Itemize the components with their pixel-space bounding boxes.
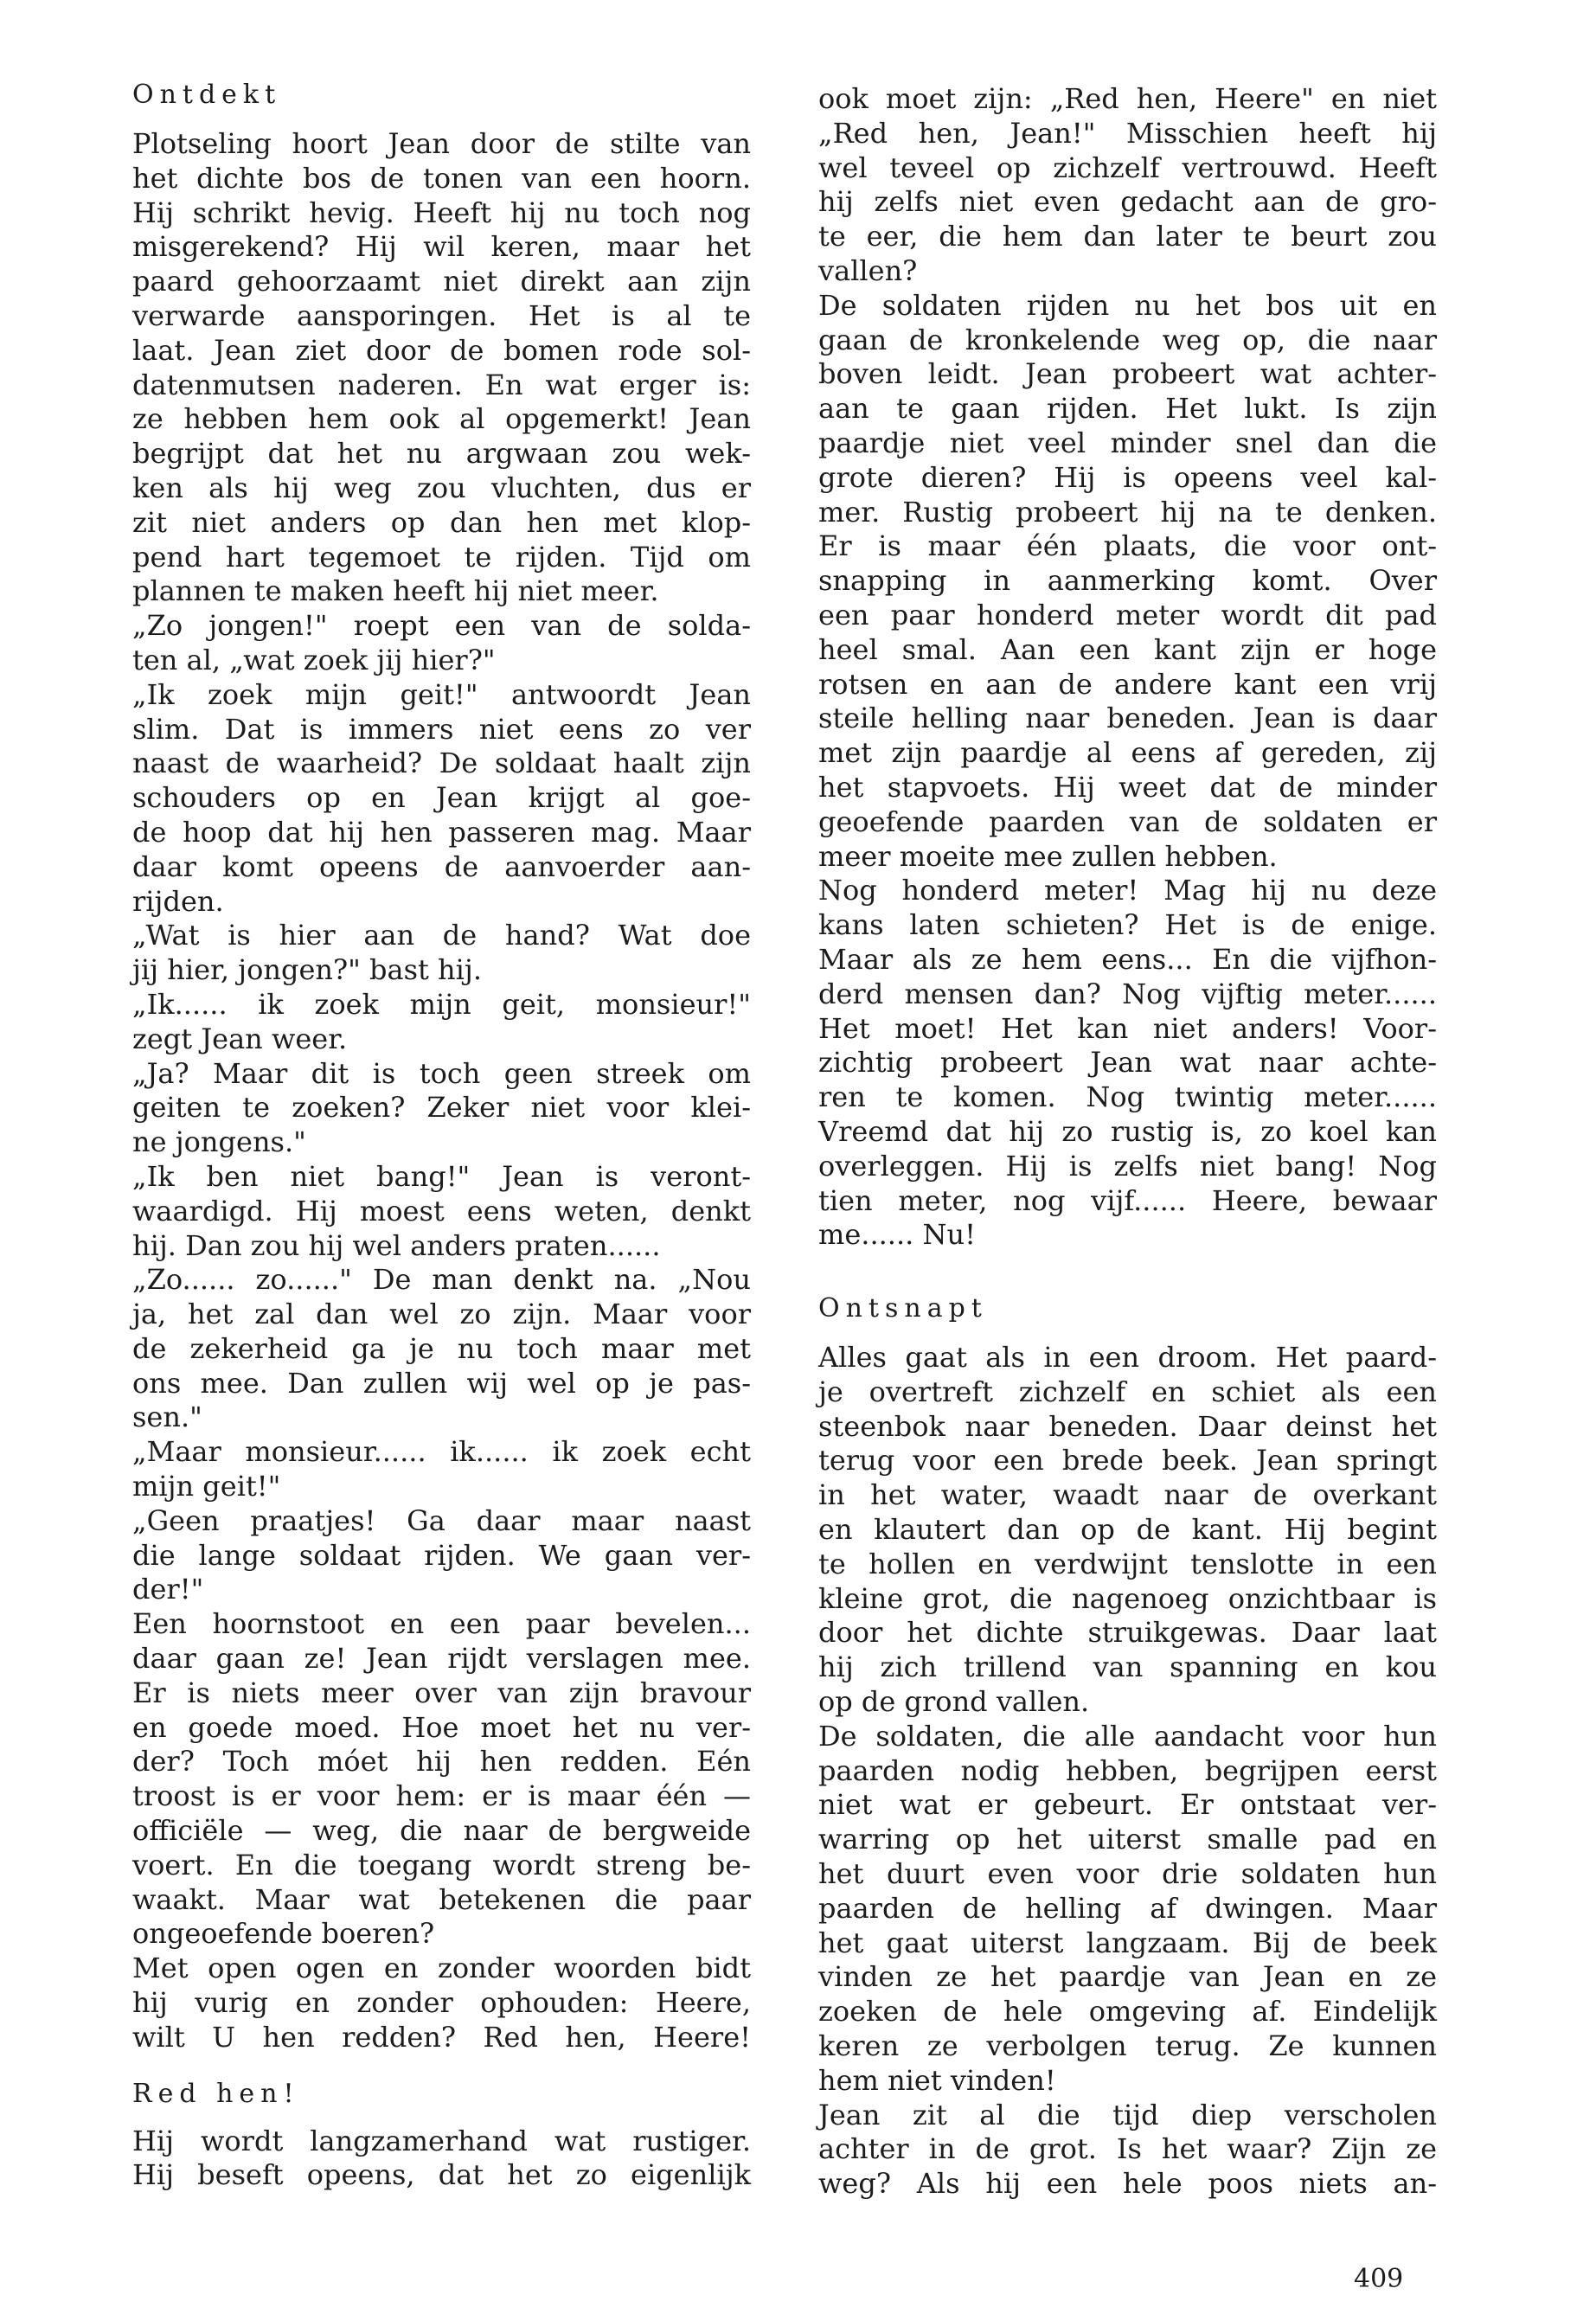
text-line: Er is niets meer over van zijn bravour [132,1676,751,1709]
text-line: kleine grot, die nagenoeg onzichtbaar is [818,1581,1437,1615]
text-line: Met open ogen en zonder woorden bidt [132,1952,751,1985]
text-line: laat. Jean ziet door de bomen rode sol- [132,333,751,367]
text-line: geiten te zoeken? Zeker niet voor klei- [132,1091,751,1125]
text-line: voert. En die toegang wordt streng be- [132,1848,751,1881]
text-line: het dichte bos de tonen van een hoorn. [132,161,751,195]
text-line: hij. Dan zou hij wel anders praten...... [132,1228,661,1262]
text-line: „Geen praatjes! Ga daar maar naast [132,1503,751,1537]
text-line: ken als hij weg zou vluchten, dus er [132,471,751,504]
text-line: in het water, waadt naar de overkant [818,1478,1437,1512]
text-line: en goede moed. Hoe moet het nu ver- [132,1710,751,1744]
text-line: naast de waarheid? De soldaat haalt zijn [132,747,751,780]
text-line: Hij schrikt hevig. Heeft hij nu toch nog [132,195,751,229]
section-heading: Red hen! [132,2078,300,2109]
text-line: troost is er voor hem: er is maar één — [132,1779,751,1813]
text-line: Hij wordt langzamerhand wat rustiger. [132,2124,751,2157]
text-line: ongeoefende boeren? [132,1917,435,1951]
text-line: hij zelfs niet even gedacht aan de gro- [818,185,1437,219]
text-line: daar komt opeens de aanvoerder aan- [132,849,751,883]
text-line: ten al, „wat zoek jij hier?" [132,643,496,676]
text-line: hij vurig en zonder ophouden: Heere, [132,1986,751,2020]
text-line: „Ja? Maar dit is toch geen streek om [132,1056,751,1090]
text-line: door het dichte struikgewas. Daar laat [818,1616,1437,1650]
text-line: zit niet anders op dan hen met klop- [132,505,751,539]
text-line: het gaat uiterst langzaam. Bij de beek [818,1926,1437,1959]
text-line: meer moeite mee zullen hebben. [818,839,1278,873]
text-line: Hij beseft opeens, dat het zo eigenlijk [132,2158,751,2192]
text-line: officiële — weg, die naar de bergweide [132,1814,751,1848]
text-line: overleggen. Hij is zelfs niet bang! Nog [818,1149,1437,1183]
text-line: derd mensen dan? Nog vijftig meter...... [818,977,1437,1010]
text-line: te eer, die hem dan later te beurt zou [818,220,1437,253]
text-line: zegt Jean weer. [132,1022,348,1055]
text-line: de hoop dat hij hen passeren mag. Maar [132,815,751,849]
text-line: me...... Nu! [818,1218,976,1252]
text-line: snapping in aanmerking komt. Over [818,564,1437,598]
text-line: met zijn paardje al eens af gereden, zij [818,736,1437,770]
text-line: paard gehoorzaamt niet direkt aan zijn [132,265,751,298]
text-line: sen." [132,1400,202,1434]
text-line: paardje niet veel minder snel dan die [818,426,1437,459]
text-line: „Ik...... ik zoek mijn geit, monsieur!" [132,987,751,1021]
text-line: terug voor een brede beek. Jean springt [818,1444,1437,1477]
text-line: achter in de grot. Is het waar? Zijn ze [818,2132,1437,2166]
text-line: slim. Dat is immers niet eens zo ver [132,712,751,746]
text-line: schouders op en Jean krijgt al goe- [132,781,751,815]
text-line: te hollen en verdwijnt tenslotte in een [818,1547,1437,1580]
text-line: „Zo jongen!" roept een van de solda- [132,609,751,643]
text-line: geoefende paarden van de soldaten er [818,804,1437,838]
text-line: Alles gaat als in een droom. Het paard- [818,1341,1437,1375]
text-line: verwarde aansporingen. Het is al te [132,298,751,332]
text-line: begrijpt dat het nu argwaan zou wek- [132,437,751,471]
text-line: hij zich trillend van spanning en kou [818,1650,1437,1684]
text-line: hem niet vinden! [818,2063,1056,2097]
text-line: „Maar monsieur...... ik...... ik zoek echt [132,1435,751,1469]
text-line: datenmutsen naderen. En wat erger is: [132,368,751,401]
page-number: 409 [1354,2264,1404,2294]
text-line: pend hart tegemoet te rijden. Tijd om [132,540,751,574]
text-line: je overtreft zichzelf en schiet als een [818,1375,1437,1408]
text-line: die lange soldaat rijden. We gaan ver- [132,1538,751,1572]
text-line: paarden de helling af dwingen. Maar [818,1891,1437,1925]
text-line: ze hebben hem ook al opgemerkt! Jean [132,402,751,436]
text-line: „Ik zoek mijn geit!" antwoordt Jean [132,677,751,711]
text-line: grote dieren? Hij is opeens veel kal- [818,460,1437,494]
text-line: zoeken de hele omgeving af. Eindelijk [818,1995,1437,2029]
text-line: Vreemd dat hij zo rustig is, zo koel kan [818,1114,1437,1148]
text-line: steenbok naar beneden. Daar deinst het [818,1409,1437,1443]
text-line: aan te gaan rijden. Het lukt. Is zijn [818,392,1437,426]
text-line: wel teveel op zichzelf vertrouwd. Heeft [818,151,1437,184]
text-line: „Wat is hier aan de hand? Wat doe [132,919,751,952]
text-line: het duurt even voor drie soldaten hun [818,1857,1437,1891]
text-line: zichtig probeert Jean wat naar achte- [818,1046,1437,1080]
text-line: De soldaten rijden nu het bos uit en [818,288,1437,322]
text-line: misgerekend? Hij wil keren, maar het [132,230,751,264]
section-body [132,127,751,2055]
text-line: wilt U hen redden? Red hen, Heere! [132,2020,751,2054]
text-line: kans laten schieten? Het is de enige. [818,908,1437,942]
text-line: en klautert dan op de kant. Hij begint [818,1513,1437,1547]
text-line: ja, het zal dan wel zo zijn. Maar voor [132,1298,751,1331]
text-line: een paar honderd meter wordt dit pad [818,598,1437,631]
text-line: ren te komen. Nog twintig meter...... [818,1080,1437,1114]
text-line: plannen te maken heeft hij niet meer. [132,574,659,608]
text-line: Nog honderd meter! Mag hij nu deze [818,874,1437,907]
text-line: Een hoornstoot en een paar bevelen... [132,1607,751,1641]
text-line: „Zo...... zo......" De man denkt na. „Nou [132,1263,751,1297]
section-heading: Ontdekt [132,80,282,110]
text-line: niet wat er gebeurt. Er ontstaat ver- [818,1788,1437,1822]
text-line: het stapvoets. Hij weet dat de minder [818,770,1437,804]
text-line: ne jongens." [132,1125,306,1159]
text-line: heel smal. Aan een kant zijn er hoge [818,632,1437,666]
text-line: der? Toch móet hij hen redden. Eén [132,1745,751,1779]
text-line: Jean zit al die tijd diep verscholen [818,2098,1437,2131]
section-heading: Ontsnapt [818,1293,988,1324]
text-line: Maar als ze hem eens... En die vijfhon- [818,942,1437,976]
text-line: rotsen en aan de andere kant een vrij [818,667,1437,701]
section-body [818,1341,1437,2202]
text-line: boven leidt. Jean probeert wat achter- [818,357,1437,391]
text-line: De soldaten, die alle aandacht voor hun [818,1719,1437,1753]
text-line: mer. Rustig probeert hij na te denken. [818,495,1437,529]
text-line: waardigd. Hij moest eens weten, denkt [132,1194,751,1227]
left-column [132,82,751,2193]
text-line: rijden. [132,884,224,918]
text-line: de zekerheid ga je nu toch maar met [132,1331,751,1365]
text-line: jij hier, jongen?" bast hij. [132,953,482,987]
text-line: vinden ze het paardje van Jean en ze [818,1960,1437,1994]
text-line: warring op het uiterst smalle pad en [818,1823,1437,1856]
text-line: gaan de kronkelende weg op, die naar [818,323,1437,356]
text-line: weg? Als hij een hele poos niets an- [818,2167,1437,2201]
text-line: „Ik ben niet bang!" Jean is veront- [132,1159,751,1193]
text-line: vallen? [818,253,918,287]
text-line: Er is maar één plaats, die voor ont- [818,529,1437,563]
text-line: waakt. Maar wat betekenen die paar [132,1882,751,1916]
text-line: der!" [132,1573,204,1606]
text-line: Plotseling hoort Jean door de stilte van [132,127,751,160]
text-line: op de grond vallen. [818,1685,1090,1719]
text-line: daar gaan ze! Jean rijdt verslagen mee. [132,1642,751,1676]
text-line: Het moet! Het kan niet anders! Voor- [818,1011,1437,1045]
text-line: „Red hen, Jean!" Misschien heeft hij [818,116,1437,150]
text-line: ons mee. Dan zullen wij wel op je pas- [132,1366,751,1400]
text-line: paarden nodig hebben, begrijpen eerst [818,1753,1437,1787]
right-column [818,82,1437,2202]
section-body [818,82,1437,1253]
text-line: keren ze verbolgen terug. Ze kunnen [818,2029,1437,2063]
text-line: steile helling naar beneden. Jean is daar [818,702,1437,735]
section-body [132,2125,751,2194]
text-line: ook moet zijn: „Red hen, Heere" en niet [818,82,1437,115]
text-line: tien meter, nog vijf...... Heere, bewaar [818,1183,1437,1217]
text-line: mijn geit!" [132,1470,281,1503]
